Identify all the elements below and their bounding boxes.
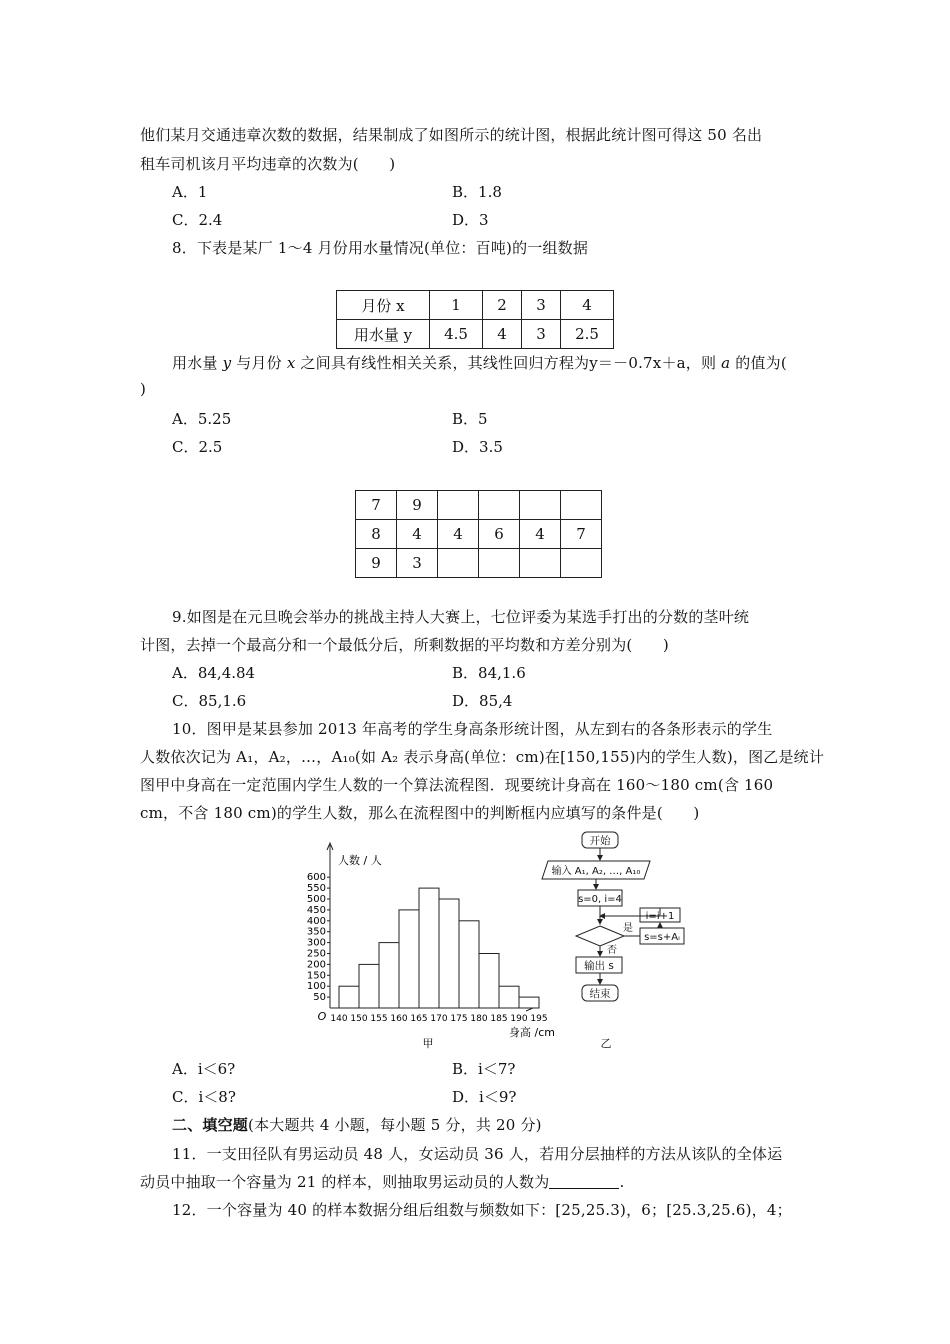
leaf-cell: 6: [479, 520, 520, 549]
y-tick-label: 450: [306, 904, 326, 916]
q9-option-a: A．84,4.84: [172, 664, 256, 682]
q7-option-c: C．2.4: [172, 211, 223, 229]
q8-text-part: 之间具有线性相关关系，其线性回归方程为y＝－0.7x＋a，则: [295, 354, 722, 372]
stem-leaf-table: [355, 490, 602, 578]
q9-line1: 9.如图是在元旦晚会举办的挑战主持人大赛上，七位评委为某选手打出的分数的茎叶统: [172, 608, 750, 626]
q11-line2-end: .: [619, 1173, 625, 1191]
leaf-cell: [438, 491, 479, 520]
q9-option-c: C．85,1.6: [172, 692, 247, 710]
flow-output-text: 输出 s: [584, 960, 614, 972]
flow-accum-text: s=s+Aᵢ: [644, 932, 680, 943]
x-tick-label: 155: [370, 1014, 388, 1024]
table-cell: 3: [522, 291, 561, 320]
section-2-heading: [172, 1114, 542, 1135]
leaf-cell: 4: [520, 520, 561, 549]
histogram-bar: [459, 921, 479, 1008]
q9-option-b: B．84,1.6: [452, 664, 526, 682]
y-tick-label: 500: [306, 894, 326, 905]
q11-line1: 11．一支田径队有男运动员 48 人，女运动员 36 人，若用分层抽样的方法从该队的全体运: [172, 1145, 783, 1163]
q10-line2: 人数依次记为 A₁，A₂，…，A₁₀(如 A₂ 表示身高(单位：cm)在[150,155)内的学生人数)，图乙是统计: [140, 748, 825, 766]
q10-option-b: B．i＜7?: [452, 1060, 516, 1078]
flow-init-text: s=0, i=4: [578, 894, 622, 905]
table-cell: 4.5: [430, 320, 483, 349]
x-tick-label: 185: [490, 1014, 508, 1024]
q8-text-part: 的值为(: [730, 354, 787, 372]
q8-option-c: C．2.5: [172, 438, 223, 456]
histogram-bar: [399, 910, 419, 1008]
q10-line1: 10．图甲是某县参加 2013 年高考的学生身高条形统计图，从左到右的各条形表示的学生: [172, 720, 773, 738]
decision-diamond: [576, 926, 624, 946]
histogram-bar: [339, 986, 359, 1008]
q12-line1: 12．一个容量为 40 的样本数据分组后组数与频数如下：[25,25.3)，6；[25.3,25.6)，4；: [172, 1201, 792, 1219]
x-tick-label: 170: [430, 1014, 448, 1024]
x-tick-label: 180: [470, 1014, 488, 1024]
leaf-cell: [479, 491, 520, 520]
y-tick-label: 600: [306, 872, 326, 884]
answer-blank[interactable]: [549, 1174, 619, 1189]
table-cell: 3: [522, 320, 561, 349]
q8-option-d: D．3.5: [452, 438, 503, 456]
flowchart-caption: 乙: [600, 1037, 612, 1050]
x-tick-label: 160: [390, 1014, 408, 1024]
chart-caption: 甲: [422, 1037, 434, 1050]
histogram-bar: [379, 943, 399, 1008]
q7-line1: 他们某月交通违章次数的数据，结果制成了如图所示的统计图，根据此统计图可得这 50 名出: [140, 126, 763, 144]
x-tick-label: 165: [410, 1014, 428, 1024]
q10-option-c: C．i＜8?: [172, 1088, 236, 1106]
y-tick-label: 250: [306, 948, 326, 960]
q10-line4: cm，不含 180 cm)的学生人数，那么在流程图中的判断框内应填写的条件是( ): [140, 804, 700, 822]
leaf-cell: [520, 549, 561, 578]
stem-cell: 9: [356, 549, 397, 578]
water-usage-table: [336, 290, 614, 349]
flow-input-text: 输入 A₁, A₂, …, A₁₀: [551, 866, 641, 877]
section-2-note: (本大题共 4 小题，每小题 5 分，共 20 分): [248, 1116, 542, 1134]
y-tick-label: 100: [306, 981, 326, 993]
y-tick-label: 300: [306, 937, 326, 949]
q11-line2: 动员中抽取一个容量为 21 的样本，则抽取男运动员的人数为: [140, 1173, 550, 1191]
q10-option-a: A．i＜6?: [172, 1060, 236, 1078]
table-cell: 4: [561, 291, 614, 320]
stem-cell: 7: [356, 491, 397, 520]
leaf-cell: [561, 491, 602, 520]
leaf-cell: 9: [397, 491, 438, 520]
table-cell: 1: [430, 291, 483, 320]
table-header-month: 月份 x: [337, 291, 430, 320]
histogram-bar: [479, 954, 499, 1009]
q7-line2: 租车司机该月平均违章的次数为( ): [140, 155, 396, 173]
leaf-cell: 4: [438, 520, 479, 549]
q10-option-d: D．i＜9?: [452, 1088, 517, 1106]
q9-line2: 计图，去掉一个最高分和一个最低分后，所剩数据的平均数和方差分别为( ): [140, 636, 669, 654]
origin-label: O: [317, 1010, 327, 1023]
flow-no-text: 否: [607, 945, 617, 956]
q8-text-part: 用水量: [172, 354, 223, 372]
x-tick-label: 195: [530, 1014, 548, 1024]
q7-option-d: D．3: [452, 211, 489, 229]
x-tick-label: 150: [350, 1014, 368, 1024]
q11-line2-wrap: [140, 1171, 624, 1192]
y-tick-label: 400: [306, 915, 326, 927]
height-histogram: [300, 840, 570, 1055]
algorithm-flowchart: [536, 826, 696, 1051]
q8-option-a: A．5.25: [172, 410, 232, 428]
x-tick-label: 140: [330, 1014, 348, 1024]
leaf-cell: 7: [561, 520, 602, 549]
y-tick-label: 150: [306, 970, 326, 982]
leaf-cell: [438, 549, 479, 578]
histogram-bar: [359, 964, 379, 1008]
q8-stem: 8．下表是某厂 1～4 月份用水量情况(单位：百吨)的一组数据: [172, 239, 589, 257]
section-2-title: 二、填空题: [172, 1116, 249, 1134]
q8-var-y: y: [222, 354, 232, 372]
q9-option-d: D．85,4: [452, 692, 513, 710]
table-header-water: 用水量 y: [337, 320, 430, 349]
table-cell: 2.5: [561, 320, 614, 349]
y-tick-label: 350: [306, 926, 326, 938]
leaf-cell: 4: [397, 520, 438, 549]
flow-start-text: 开始: [589, 835, 611, 847]
flow-end-text: 结束: [589, 988, 611, 1000]
q10-line3: 图甲中身高在一定范围内学生人数的一个算法流程图．现要统计身高在 160～180 cm(含 160: [140, 776, 774, 794]
q8-text-line2: ): [140, 380, 147, 398]
x-tick-label: 175: [450, 1014, 468, 1024]
q8-var-a: a: [721, 354, 731, 372]
q8-text-line1: [172, 352, 787, 373]
q7-option-a: A．1: [172, 183, 208, 201]
table-cell: 2: [483, 291, 522, 320]
flow-yes-text: 是: [623, 923, 633, 934]
x-axis-label: 身高 /cm: [509, 1026, 555, 1039]
leaf-cell: 3: [397, 549, 438, 578]
stem-cell: 8: [356, 520, 397, 549]
q8-var-x: x: [286, 354, 296, 372]
q8-text-part: 与月份: [231, 354, 287, 372]
leaf-cell: [561, 549, 602, 578]
y-tick-label: 550: [306, 883, 326, 895]
leaf-cell: [520, 491, 561, 520]
y-tick-label: 50: [313, 992, 326, 1004]
leaf-cell: [479, 549, 520, 578]
histogram-bar: [499, 986, 519, 1008]
y-axis-label: 人数 / 人: [338, 854, 382, 867]
table-cell: 4: [483, 320, 522, 349]
histogram-bar: [419, 888, 439, 1008]
x-tick-label: 190: [510, 1014, 528, 1024]
histogram-bar: [439, 899, 459, 1008]
flow-incr-text: i=i+1: [645, 911, 675, 922]
y-tick-label: 200: [306, 959, 326, 971]
q8-option-b: B．5: [452, 410, 488, 428]
q7-option-b: B．1.8: [452, 183, 502, 201]
